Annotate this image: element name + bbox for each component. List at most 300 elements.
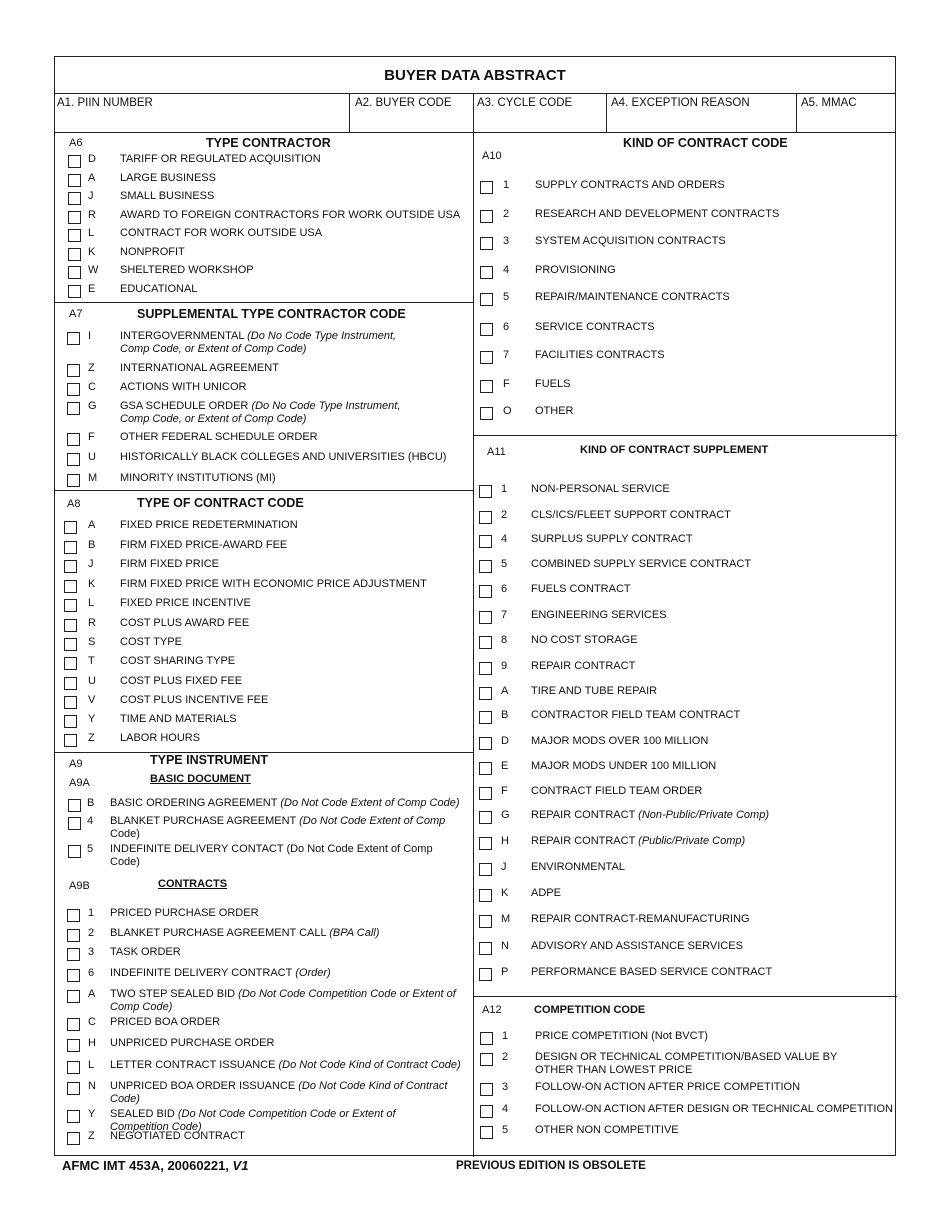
- a7-description: [120, 330, 396, 356]
- a9b-item: [55, 1080, 475, 1105]
- a6-item: [55, 264, 475, 282]
- a12-checkbox-3[interactable]: [480, 1083, 493, 1096]
- a11-description: [531, 685, 657, 698]
- a11-description: [531, 483, 670, 496]
- a9a-description: [110, 815, 445, 841]
- a8-checkbox-v[interactable]: [64, 696, 77, 709]
- a11-checkbox-k[interactable]: [479, 889, 492, 902]
- a10-code-letter: 7: [503, 349, 510, 361]
- a10-checkbox-6[interactable]: [480, 323, 493, 336]
- a8-checkbox-r[interactable]: [64, 619, 77, 632]
- a8-label: FIRM FIXED PRICE-AWARD FEE: [120, 539, 288, 551]
- a11-label: REPAIR CONTRACT-REMANUFACTURING: [531, 913, 750, 925]
- a11-item: [473, 685, 893, 703]
- a11-item: [473, 583, 893, 601]
- form-title: BUYER DATA ABSTRACT: [384, 67, 566, 84]
- a12-item: [473, 1081, 893, 1099]
- a9b-checkbox-3[interactable]: [67, 948, 80, 961]
- a8-label: FIRM FIXED PRICE: [120, 558, 220, 570]
- a12-checkbox-5[interactable]: [480, 1126, 493, 1139]
- a9b-item: [55, 907, 475, 925]
- a10-checkbox-3[interactable]: [480, 237, 493, 250]
- a10-label: REPAIR/MAINTENANCE CONTRACTS: [535, 291, 730, 303]
- a7-description: [120, 400, 400, 426]
- a9b-description: [110, 1059, 461, 1072]
- a9a-checkbox-4[interactable]: [68, 817, 81, 830]
- a9b-checkbox-2[interactable]: [67, 929, 80, 942]
- a9b-code-letter: 3: [88, 946, 95, 958]
- a7-label: ACTIONS WITH UNICOR: [120, 381, 247, 393]
- a11-code-letter: H: [501, 835, 509, 847]
- a8-label: COST PLUS FIXED FEE: [120, 675, 243, 687]
- a11-description: [531, 609, 667, 622]
- a12-code-letter: 4: [502, 1103, 509, 1115]
- a9b-checkbox-h[interactable]: [67, 1039, 80, 1052]
- a6-checkbox-k[interactable]: [68, 248, 81, 261]
- a6-item: [55, 153, 475, 171]
- a11-description: [531, 760, 716, 773]
- a11-checkbox-n[interactable]: [479, 942, 492, 955]
- a8-code-letter: R: [88, 617, 96, 629]
- a6-code-letter: A: [88, 172, 96, 184]
- a7-item: [55, 431, 475, 449]
- a9a-label: BASIC ORDERING AGREEMENT: [110, 797, 278, 809]
- exception-reason-field[interactable]: A4. EXCEPTION REASON: [611, 97, 750, 109]
- a6-item: [55, 283, 475, 301]
- a10-checkbox-7[interactable]: [480, 351, 493, 364]
- a9b-label: PRICED PURCHASE ORDER: [110, 907, 259, 919]
- a7-checkbox-c[interactable]: [67, 383, 80, 396]
- a12-checkbox-1[interactable]: [480, 1032, 493, 1045]
- a11-checkbox-h[interactable]: [479, 837, 492, 850]
- a9a-label: INDEFINITE DELIVERY CONTACT: [110, 843, 284, 855]
- a9a-checkbox-b[interactable]: [68, 799, 81, 812]
- cycle-code-field[interactable]: A3. CYCLE CODE: [477, 97, 573, 109]
- a9b-note: (Do Not Code Kind of Contract: [298, 1080, 448, 1092]
- a11-checkbox-1[interactable]: [479, 485, 492, 498]
- a11-label: REPAIR CONTRACT: [531, 835, 636, 847]
- a11-checkbox-4[interactable]: [479, 535, 492, 548]
- a8-item: [55, 539, 475, 557]
- a11-description: [531, 533, 693, 546]
- a9b-label: NEGOTIATED CONTRACT: [110, 1130, 245, 1142]
- a11-item: [473, 483, 893, 501]
- a7-checkbox-m[interactable]: [67, 474, 80, 487]
- a12-label: DESIGN OR TECHNICAL COMPETITION/BASED VALUE BY: [535, 1051, 838, 1063]
- a12-code-letter: 1: [502, 1030, 509, 1042]
- a9a-checkbox-5[interactable]: [68, 845, 81, 858]
- a9b-code-letter: L: [88, 1059, 95, 1071]
- a9b-note: (Do Not Code Kind of Contract Code): [278, 1059, 461, 1071]
- a7-note-line2: Comp Code, or Extent of Comp Code): [120, 343, 307, 355]
- a8-checkbox-k[interactable]: [64, 580, 77, 593]
- a12-description: [535, 1103, 893, 1116]
- a9a-label: BLANKET PURCHASE AGREEMENT: [110, 815, 297, 827]
- a10-checkbox-4[interactable]: [480, 266, 493, 279]
- a9a-note: (Do Not Code Extent of Comp: [299, 815, 446, 827]
- form-version: V1: [232, 1158, 249, 1173]
- a11-description: [531, 583, 631, 596]
- a9a-item: [55, 797, 475, 815]
- a11-item: [473, 509, 893, 527]
- a8-checkbox-j[interactable]: [64, 560, 77, 573]
- a7-item: [55, 381, 475, 399]
- a8-description: [120, 597, 251, 610]
- a8-code-letter: T: [88, 655, 95, 667]
- a11-item: [473, 887, 893, 905]
- a11-code-letter: 4: [501, 533, 508, 545]
- a9a-description: [110, 843, 433, 869]
- a11-item: [473, 835, 893, 853]
- a11-description: [531, 887, 561, 900]
- a10-checkbox-2[interactable]: [480, 210, 493, 223]
- a7-item: [55, 330, 475, 355]
- a10-label: PROVISIONING: [535, 264, 616, 276]
- a10-code-letter: 2: [503, 208, 510, 220]
- a11-code-letter: 6: [501, 583, 508, 595]
- a10-description: [535, 405, 574, 418]
- a7-checkbox-f[interactable]: [67, 433, 80, 446]
- a11-checkbox-9[interactable]: [479, 662, 492, 675]
- a9b-checkbox-a[interactable]: [67, 990, 80, 1003]
- piin-number-field[interactable]: A1. PIIN NUMBER: [57, 97, 153, 109]
- a7-note: (Do No Code Type Instrument,: [251, 400, 401, 412]
- a12-code-letter: 2: [502, 1051, 509, 1063]
- a8-item: [55, 694, 475, 712]
- a12-checkbox-4[interactable]: [480, 1105, 493, 1118]
- a12-description: [535, 1051, 837, 1077]
- a9a-code-letter: 5: [87, 843, 94, 855]
- a9b-description: [110, 907, 259, 920]
- a11-item: [473, 709, 893, 727]
- a11-checkbox-7[interactable]: [479, 611, 492, 624]
- a9a-label-line2: Code): [110, 856, 140, 868]
- a6-description: [120, 227, 322, 240]
- a8-item: [55, 655, 475, 673]
- a6-checkbox-d[interactable]: [68, 155, 81, 168]
- a9a-code: A9A: [69, 777, 90, 789]
- a8-description: [120, 558, 219, 571]
- a9a-note: (Do Not Code Extent of Comp Code): [280, 797, 460, 809]
- a9b-item: [55, 1130, 475, 1148]
- a8-code-letter: U: [88, 675, 96, 687]
- a11-item: [473, 609, 893, 627]
- a12-checkbox-2[interactable]: [480, 1053, 493, 1066]
- a11-code-letter: A: [501, 685, 509, 697]
- a8-label: COST TYPE: [120, 636, 182, 648]
- a11-title: KIND OF CONTRACT SUPPLEMENT: [580, 444, 769, 456]
- a10-description: [535, 321, 655, 334]
- a6-checkbox-a[interactable]: [68, 174, 81, 187]
- a7-checkbox-u[interactable]: [67, 453, 80, 466]
- a11-code-letter: 1: [501, 483, 508, 495]
- a11-checkbox-2[interactable]: [479, 511, 492, 524]
- a12-title: COMPETITION CODE: [534, 1004, 646, 1016]
- a7-label: MINORITY INSTITUTIONS (MI): [120, 472, 276, 484]
- a11-label: ADPE: [531, 887, 561, 899]
- a11-checkbox-8[interactable]: [479, 636, 492, 649]
- a9b-item: [55, 988, 475, 1013]
- a6-description: [120, 172, 216, 185]
- a6-code-letter: L: [88, 227, 95, 239]
- a10-checkbox-1[interactable]: [480, 181, 493, 194]
- a10-description: [535, 264, 616, 277]
- a9b-code-letter: H: [88, 1037, 96, 1049]
- a11-description: [531, 509, 731, 522]
- a8-checkbox-t[interactable]: [64, 657, 77, 670]
- a9b-code-letter: 1: [88, 907, 95, 919]
- a12-item: [473, 1124, 893, 1142]
- a10-checkbox-o[interactable]: [480, 407, 493, 420]
- a11-checkbox-f[interactable]: [479, 787, 492, 800]
- a8-item: [55, 732, 475, 750]
- a11-description: [531, 709, 740, 722]
- a8-code-letter: Y: [88, 713, 96, 725]
- a9b-item: [55, 1059, 475, 1077]
- a10-title: KIND OF CONTRACT CODE: [623, 136, 788, 150]
- a11-checkbox-5[interactable]: [479, 560, 492, 573]
- a6-item: [55, 227, 475, 245]
- a11-description: [531, 966, 772, 979]
- a11-item: [473, 558, 893, 576]
- a7-label: INTERNATIONAL AGREEMENT: [120, 362, 279, 374]
- a7-description: [120, 431, 318, 444]
- a8-label: FIRM FIXED PRICE WITH ECONOMIC PRICE ADJUSTMENT: [120, 578, 427, 590]
- a11-checkbox-p[interactable]: [479, 968, 492, 981]
- a7-checkbox-g[interactable]: [67, 402, 80, 415]
- right-column: [473, 57, 897, 1157]
- a11-checkbox-e[interactable]: [479, 762, 492, 775]
- a10-item: [473, 405, 893, 423]
- a10-label: FUELS: [535, 378, 571, 390]
- a11-label: CONTRACTOR FIELD TEAM CONTRACT: [531, 709, 741, 721]
- a11-checkbox-m[interactable]: [479, 915, 492, 928]
- a6-checkbox-j[interactable]: [68, 192, 81, 205]
- a12-label: PRICE COMPETITION (Not BVCT): [535, 1030, 708, 1042]
- a8-checkbox-s[interactable]: [64, 638, 77, 651]
- a12-code-letter: 5: [502, 1124, 509, 1136]
- a11-description: [531, 660, 635, 673]
- a11-checkbox-g[interactable]: [479, 811, 492, 824]
- a11-code-letter: N: [501, 940, 509, 952]
- a11-checkbox-j[interactable]: [479, 863, 492, 876]
- a11-code-letter: 2: [501, 509, 508, 521]
- a11-code-letter: 5: [501, 558, 508, 570]
- a7-code: A7: [69, 308, 83, 320]
- a10-description: [535, 208, 779, 221]
- a6-label: SMALL BUSINESS: [120, 190, 215, 202]
- a6-description: [120, 209, 460, 222]
- a8-checkbox-y[interactable]: [64, 715, 77, 728]
- a9b-checkbox-1[interactable]: [67, 909, 80, 922]
- a9b-description: [110, 1080, 447, 1106]
- a8-item: [55, 578, 475, 596]
- a12-item: [473, 1103, 893, 1121]
- a11-label: TIRE AND TUBE REPAIR: [531, 685, 658, 697]
- form-id: [62, 1158, 248, 1173]
- a12-code: A12: [482, 1004, 502, 1016]
- a11-checkbox-a[interactable]: [479, 687, 492, 700]
- a6-title: TYPE CONTRACTOR: [206, 136, 331, 150]
- a7-item: [55, 362, 475, 380]
- a8-description: [120, 655, 235, 668]
- a9b-label: TWO STEP SEALED BID: [110, 988, 236, 1000]
- a6-code-letter: J: [88, 190, 94, 202]
- a7-item: [55, 400, 475, 425]
- a8-description: [120, 694, 268, 707]
- a6-item: [55, 246, 475, 264]
- a10-code-letter: F: [503, 378, 510, 390]
- a8-item: [55, 519, 475, 537]
- a11-label: MAJOR MODS UNDER 100 MILLION: [531, 760, 717, 772]
- a9b-item: [55, 1016, 475, 1034]
- a11-description: [531, 940, 743, 953]
- a11-label: SURPLUS SUPPLY CONTRACT: [531, 533, 693, 545]
- a11-note: (Public/Private Comp): [638, 835, 746, 847]
- a10-checkbox-f[interactable]: [480, 380, 493, 393]
- a9b-description: [110, 1130, 245, 1143]
- a8-code: A8: [67, 498, 81, 510]
- a6-description: [120, 283, 197, 296]
- a11-checkbox-6[interactable]: [479, 585, 492, 598]
- a6-label: LARGE BUSINESS: [120, 172, 216, 184]
- a9-code: A9: [69, 758, 83, 770]
- a9b-code-letter: N: [88, 1080, 96, 1092]
- a11-code-letter: M: [501, 913, 511, 925]
- a11-item: [473, 533, 893, 551]
- buyer-code-field[interactable]: A2. BUYER CODE: [355, 97, 452, 109]
- a10-code-letter: 4: [503, 264, 510, 276]
- a7-checkbox-z[interactable]: [67, 364, 80, 377]
- a8-checkbox-a[interactable]: [64, 521, 77, 534]
- a11-item: [473, 809, 893, 827]
- a11-checkbox-b[interactable]: [479, 711, 492, 724]
- a9a-code-letter: 4: [87, 815, 94, 827]
- a8-item: [55, 713, 475, 731]
- a9a-code-letter: B: [87, 797, 95, 809]
- a6-item: [55, 190, 475, 208]
- a8-checkbox-b[interactable]: [64, 541, 77, 554]
- a6-checkbox-e[interactable]: [68, 285, 81, 298]
- a11-item: [473, 735, 893, 753]
- a7-code-letter: U: [88, 451, 96, 463]
- a6-description: [120, 264, 254, 277]
- a8-item: [55, 558, 475, 576]
- a11-code-letter: 7: [501, 609, 508, 621]
- a8-checkbox-z[interactable]: [64, 734, 77, 747]
- a7-item: [55, 451, 475, 469]
- a7-code-letter: M: [88, 472, 98, 484]
- a11-checkbox-d[interactable]: [479, 737, 492, 750]
- a8-label: COST PLUS AWARD FEE: [120, 617, 250, 629]
- a11-label: ADVISORY AND ASSISTANCE SERVICES: [531, 940, 743, 952]
- a8-description: [120, 539, 287, 552]
- a9b-checkbox-z[interactable]: [67, 1132, 80, 1145]
- a6-checkbox-l[interactable]: [68, 229, 81, 242]
- a9b-item: [55, 927, 475, 945]
- a9b-checkbox-y[interactable]: [67, 1110, 80, 1123]
- a10-code-letter: 5: [503, 291, 510, 303]
- a11-label: ENGINEERING SERVICES: [531, 609, 667, 621]
- a9b-description: [110, 946, 181, 959]
- a6-label: TARIFF OR REGULATED ACQUISITION: [120, 153, 321, 165]
- a12-description: [535, 1081, 800, 1094]
- a9b-item: [55, 946, 475, 964]
- a11-item: [473, 760, 893, 778]
- a10-label: FACILITIES CONTRACTS: [535, 349, 665, 361]
- a11-item: [473, 940, 893, 958]
- a6-item: [55, 172, 475, 190]
- a11-description: [531, 735, 708, 748]
- a9b-checkbox-l[interactable]: [67, 1061, 80, 1074]
- a7-label: GSA SCHEDULE ORDER: [120, 400, 249, 412]
- a6-code-letter: E: [88, 283, 96, 295]
- a9b-label: PRICED BOA ORDER: [110, 1016, 221, 1028]
- a9b-checkbox-c[interactable]: [67, 1018, 80, 1031]
- a7-note: (Do No Code Type Instrument,: [247, 330, 397, 342]
- a7-description: [120, 381, 247, 394]
- a6-label: CONTRACT FOR WORK OUTSIDE USA: [120, 227, 323, 239]
- a9b-label: UNPRICED BOA ORDER ISSUANCE: [110, 1080, 296, 1092]
- a10-description: [535, 291, 730, 304]
- a6-checkbox-r[interactable]: [68, 211, 81, 224]
- a9-title: TYPE INSTRUMENT: [150, 753, 269, 767]
- a10-item: [473, 235, 893, 253]
- a8-label: FIXED PRICE REDETERMINATION: [120, 519, 298, 531]
- a10-checkbox-5[interactable]: [480, 293, 493, 306]
- a10-description: [535, 179, 725, 192]
- a10-description: [535, 349, 665, 362]
- a8-description: [120, 578, 427, 591]
- a10-code-letter: 6: [503, 321, 510, 333]
- a9b-checkbox-6[interactable]: [67, 969, 80, 982]
- a9a-title: BASIC DOCUMENT: [150, 773, 251, 785]
- a9b-item: [55, 967, 475, 985]
- a11-item: [473, 634, 893, 652]
- a10-label: OTHER: [535, 405, 574, 417]
- a9b-code: A9B: [69, 880, 90, 892]
- a12-item: [473, 1051, 893, 1076]
- a11-description: [531, 913, 750, 926]
- a11-label: CONTRACT FIELD TEAM ORDER: [531, 785, 703, 797]
- a11-code-letter: F: [501, 785, 508, 797]
- a12-description: [535, 1030, 708, 1043]
- a10-label: SUPPLY CONTRACTS AND ORDERS: [535, 179, 725, 191]
- a7-description: [120, 451, 446, 464]
- a6-checkbox-w[interactable]: [68, 266, 81, 279]
- a8-code-letter: Z: [88, 732, 95, 744]
- a10-item: [473, 378, 893, 396]
- a10-code: A10: [482, 150, 502, 162]
- a11-code-letter: J: [501, 861, 507, 873]
- a9b-code-letter: 6: [88, 967, 95, 979]
- mmac-field[interactable]: A5. MMAC: [801, 97, 857, 109]
- a8-checkbox-u[interactable]: [64, 677, 77, 690]
- a8-description: [120, 636, 182, 649]
- a9b-description: [110, 988, 456, 1014]
- a9b-note-line2: Competition Code): [110, 1121, 202, 1133]
- a9b-checkbox-n[interactable]: [67, 1082, 80, 1095]
- a7-code-letter: F: [88, 431, 95, 443]
- a7-checkbox-i[interactable]: [67, 332, 80, 345]
- a9b-note: (Do Not Code Competition Code or Extent of: [177, 1108, 396, 1120]
- a11-label: COMBINED SUPPLY SERVICE CONTRACT: [531, 558, 752, 570]
- a8-checkbox-l[interactable]: [64, 599, 77, 612]
- a11-label: REPAIR CONTRACT: [531, 809, 636, 821]
- a7-code-letter: I: [88, 330, 92, 342]
- a7-code-letter: G: [88, 400, 97, 412]
- a9b-label: INDEFINITE DELIVERY CONTRACT: [110, 967, 293, 979]
